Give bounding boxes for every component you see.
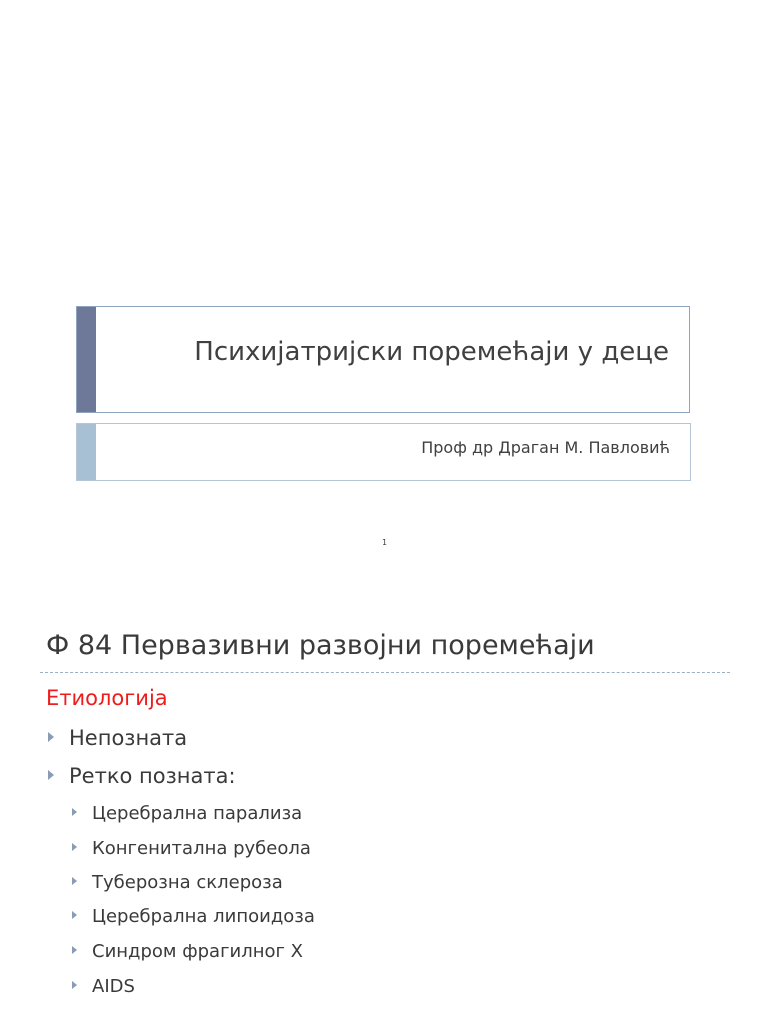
sub-bullet-text: Синдром фрагилног Х bbox=[92, 941, 304, 962]
sub-bullet-item bbox=[72, 976, 135, 997]
sub-bullet-item bbox=[72, 838, 311, 859]
slide-heading: Ф 84 Первазивни развојни поремећаји bbox=[46, 630, 595, 661]
section-label: Етиологија bbox=[46, 686, 168, 710]
slide-subtitle: Проф др Драган М. Павловић bbox=[421, 438, 670, 457]
title-box bbox=[76, 306, 690, 413]
slide-title: Психијатријски поремећаји у деце bbox=[194, 337, 669, 367]
sub-bullet-text: Туберозна склероза bbox=[92, 872, 283, 893]
bullet-triangle-icon bbox=[72, 843, 77, 851]
bullet-triangle-icon bbox=[48, 770, 54, 780]
bullet-triangle-icon bbox=[72, 946, 77, 954]
heading-divider bbox=[40, 672, 730, 673]
bullet-text: Ретко позната: bbox=[69, 764, 236, 788]
sub-bullet-text: AIDS bbox=[92, 976, 135, 997]
bullet-triangle-icon bbox=[48, 732, 54, 742]
sub-bullet-item bbox=[72, 906, 315, 927]
sub-bullet-text: Конгенитална рубеола bbox=[92, 838, 311, 859]
bullet-item bbox=[48, 764, 236, 788]
bullet-triangle-icon bbox=[72, 981, 77, 989]
sub-bullet-text: Церебрална парализа bbox=[92, 803, 303, 824]
subtitle-accent-bar bbox=[77, 424, 96, 480]
sub-bullet-item bbox=[72, 803, 302, 824]
bullet-text: Непозната bbox=[69, 726, 188, 750]
sub-bullet-item bbox=[72, 872, 283, 893]
bullet-triangle-icon bbox=[72, 808, 77, 816]
subtitle-box bbox=[76, 423, 691, 481]
content-slide bbox=[0, 610, 768, 1024]
bullet-triangle-icon bbox=[72, 877, 77, 885]
bullet-item bbox=[48, 726, 187, 750]
sub-bullet-text: Церебрална липоидоза bbox=[92, 906, 315, 927]
sub-bullet-item bbox=[72, 941, 303, 962]
bullet-triangle-icon bbox=[72, 911, 77, 919]
page-number: 1 bbox=[382, 538, 388, 547]
title-accent-bar bbox=[77, 307, 96, 412]
